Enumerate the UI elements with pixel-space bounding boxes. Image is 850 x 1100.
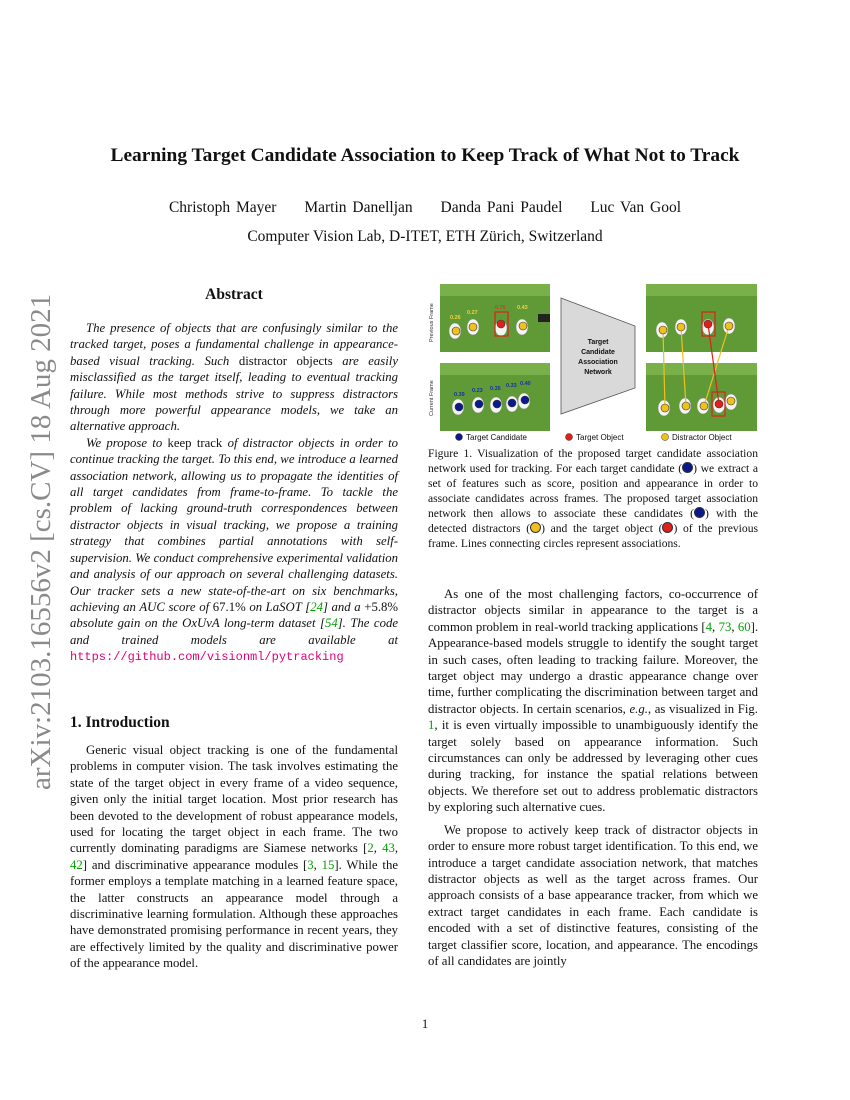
arxiv-identifier: arXiv:2103.16556v2 [cs.CV] 18 Aug 2021 — [25, 293, 57, 790]
author-name: Martin Danelljan — [304, 199, 413, 216]
figure-legend — [456, 433, 733, 442]
paper-title: Learning Target Candidate Association to Keep Track of What Not to Track — [110, 145, 740, 166]
abstract-paragraph: We propose to keep track of distractor objects in order to continue tracking the target. To this end, we introduce a learned association network, allowing us to propagate the identities of all target candidates from frame-to-frame. To tackle the problem of lacking ground-truth correspondences between distractor objects in visual tracking, we propose a training strategy that combines partial annotations with self-supervision. We conduct comprehensive experimental validation and analysis of our approach on several challenging datasets. Our tracker sets a new state-of-the-art on six benchmarks, achieving an AUC score of 67.1% on LaSOT [24] and a +5.8% absolute gain on the OxUvA long-term dataset [54]. The code and trained models are available at https://github.com/visionml/pytracking — [70, 435, 399, 665]
page-number: 1 — [421, 1017, 429, 1031]
citation-link[interactable]: 54 — [324, 616, 338, 631]
body-paragraph: Generic visual object tracking is one of the fundamental problems in computer vision. The task involves estimating the state of the target object in every frame of a video sequence, given only the initial target location. Most prior research has been devoted to the development of robust appearance models, used for locating the target object in each frame. The two currently dominating paradigms are Siamese networks [2, 43, 42] and discriminative appearance modules [3, 15]. While the former employs a template matching in a learned feature space, the latter constructs an appearance model through a discriminative learning formulation. Although these approaches have demonstrated promising performance in recent years, they are effectively limited by the quality and discriminative power of the appearance model. — [70, 743, 399, 971]
score-label: 0.39 — [454, 392, 465, 398]
citation-link[interactable]: 43 — [382, 841, 395, 856]
network-label: Association — [578, 359, 618, 366]
legend-label: Target Object — [576, 433, 624, 442]
score-label: 0.43 — [517, 305, 528, 311]
citation-link[interactable]: 73 — [718, 619, 732, 634]
body-paragraph: We propose to actively keep track of distractor objects in order to ensure more robust target identification. To this end, we introduce a target candidate association network, that matches distractor objects as well as the target across frames. Our approach consists of a base appearance tracker, from which we extract target candidates in each frame. Each candidate is encoded with a set of distinctive features, consisting of the target classifier score, location, and appearance. The encodings of all candidates are jointly — [428, 822, 758, 968]
score-label: 0.75 — [495, 305, 506, 311]
arxiv-stamp — [12, 285, 60, 790]
citation-link[interactable]: 24 — [310, 599, 323, 614]
score-label: 0.33 — [506, 383, 517, 389]
author-name: Christoph Mayer — [168, 199, 277, 216]
target-dot-icon — [662, 522, 673, 533]
row-label-current: Current Frame — [429, 380, 435, 416]
citation-link[interactable]: 42 — [70, 857, 83, 872]
figure-caption: Figure 1. Visualization of the proposed target candidate association network used for tracking. For each target candidate ( ) we extract a set of features such as score, position and appearance in order to associate candidates across frames. The proposed target association network then allows to associate these candidates ( ) with the detected distractors ( ) and the target object ( ) of the previous frame. Lines connecting circles represent associations. — [428, 447, 758, 550]
citation-link[interactable]: 4 — [705, 619, 713, 634]
author-name: Danda Pani Paudel — [440, 199, 563, 216]
intro-right-column — [428, 586, 758, 969]
row-label-previous: Previous Frame — [429, 303, 435, 342]
abstract-paragraph: The presence of objects that are confusingly similar to the tracked target, poses a fundamental challenge in appearance-based visual tracking. Such distractor objects are easily misclassified as the target itself, leading to eventual tracking failure. While most methods strive to suppress distractors through more powerful appearance models, we take an alternative approach. — [70, 321, 399, 434]
code-url-link[interactable]: https://github.com/visionml/pytracking — [70, 650, 344, 665]
intro-left-column — [70, 742, 398, 972]
figure-1 — [428, 284, 758, 444]
network-label: Target — [587, 339, 609, 346]
current-frame-image — [440, 363, 550, 431]
author-name: Luc Van Gool — [590, 199, 682, 216]
candidate-dot-icon — [682, 462, 693, 473]
legend-label: Distractor Object — [672, 433, 732, 442]
score-label: 0.40 — [520, 381, 531, 387]
citation-link[interactable]: 60 — [737, 619, 751, 634]
citation-link[interactable]: 3 — [307, 857, 314, 872]
association-network-block — [561, 298, 635, 414]
author-list — [0, 199, 850, 217]
legend-label: Target Candidate — [466, 433, 527, 442]
network-label: Candidate — [581, 349, 615, 356]
affiliation: Computer Vision Lab, D-ITET, ETH Zürich, Switzerland — [247, 228, 603, 245]
output-frames-image — [646, 284, 757, 431]
score-label: 0.23 — [472, 388, 483, 394]
score-label: 0.26 — [450, 315, 461, 321]
previous-frame-image — [440, 284, 550, 352]
abstract-body — [70, 320, 398, 666]
body-paragraph: As one of the most challenging factors, co-occurrence of distractor objects similar in appearance to the target is a common problem in real-world tracking applications [4, 73, 60]. Appearance-based models struggle to identify the sought target in such cases, often leading to tracking failure. Moreover, the target object may undergo a drastic appearance change over time, further complicating the discrimination between target and distractor objects. In certain scenarios, e.g., as visualized in Fig. 1, it is even virtually impossible to unambiguously identify the target solely based on appearance information. Such circumstances can only be addressed by leveraging other cues during tracking, for instance the spatial relations between objects. We therefore set out to address problematic distractors by exploring such alternative cues. — [428, 587, 759, 815]
abstract-heading: Abstract — [205, 286, 263, 303]
candidate-dot-icon — [694, 507, 705, 518]
network-label: Network — [584, 369, 612, 376]
section-heading: 1. Introduction — [70, 714, 170, 731]
citation-link[interactable]: 2 — [367, 841, 374, 856]
citation-link[interactable]: 15 — [321, 857, 335, 872]
score-label: 0.35 — [490, 386, 501, 392]
figure-link[interactable]: 1 — [428, 718, 435, 733]
distractor-dot-icon — [530, 522, 541, 533]
score-label: 0.27 — [467, 310, 478, 316]
